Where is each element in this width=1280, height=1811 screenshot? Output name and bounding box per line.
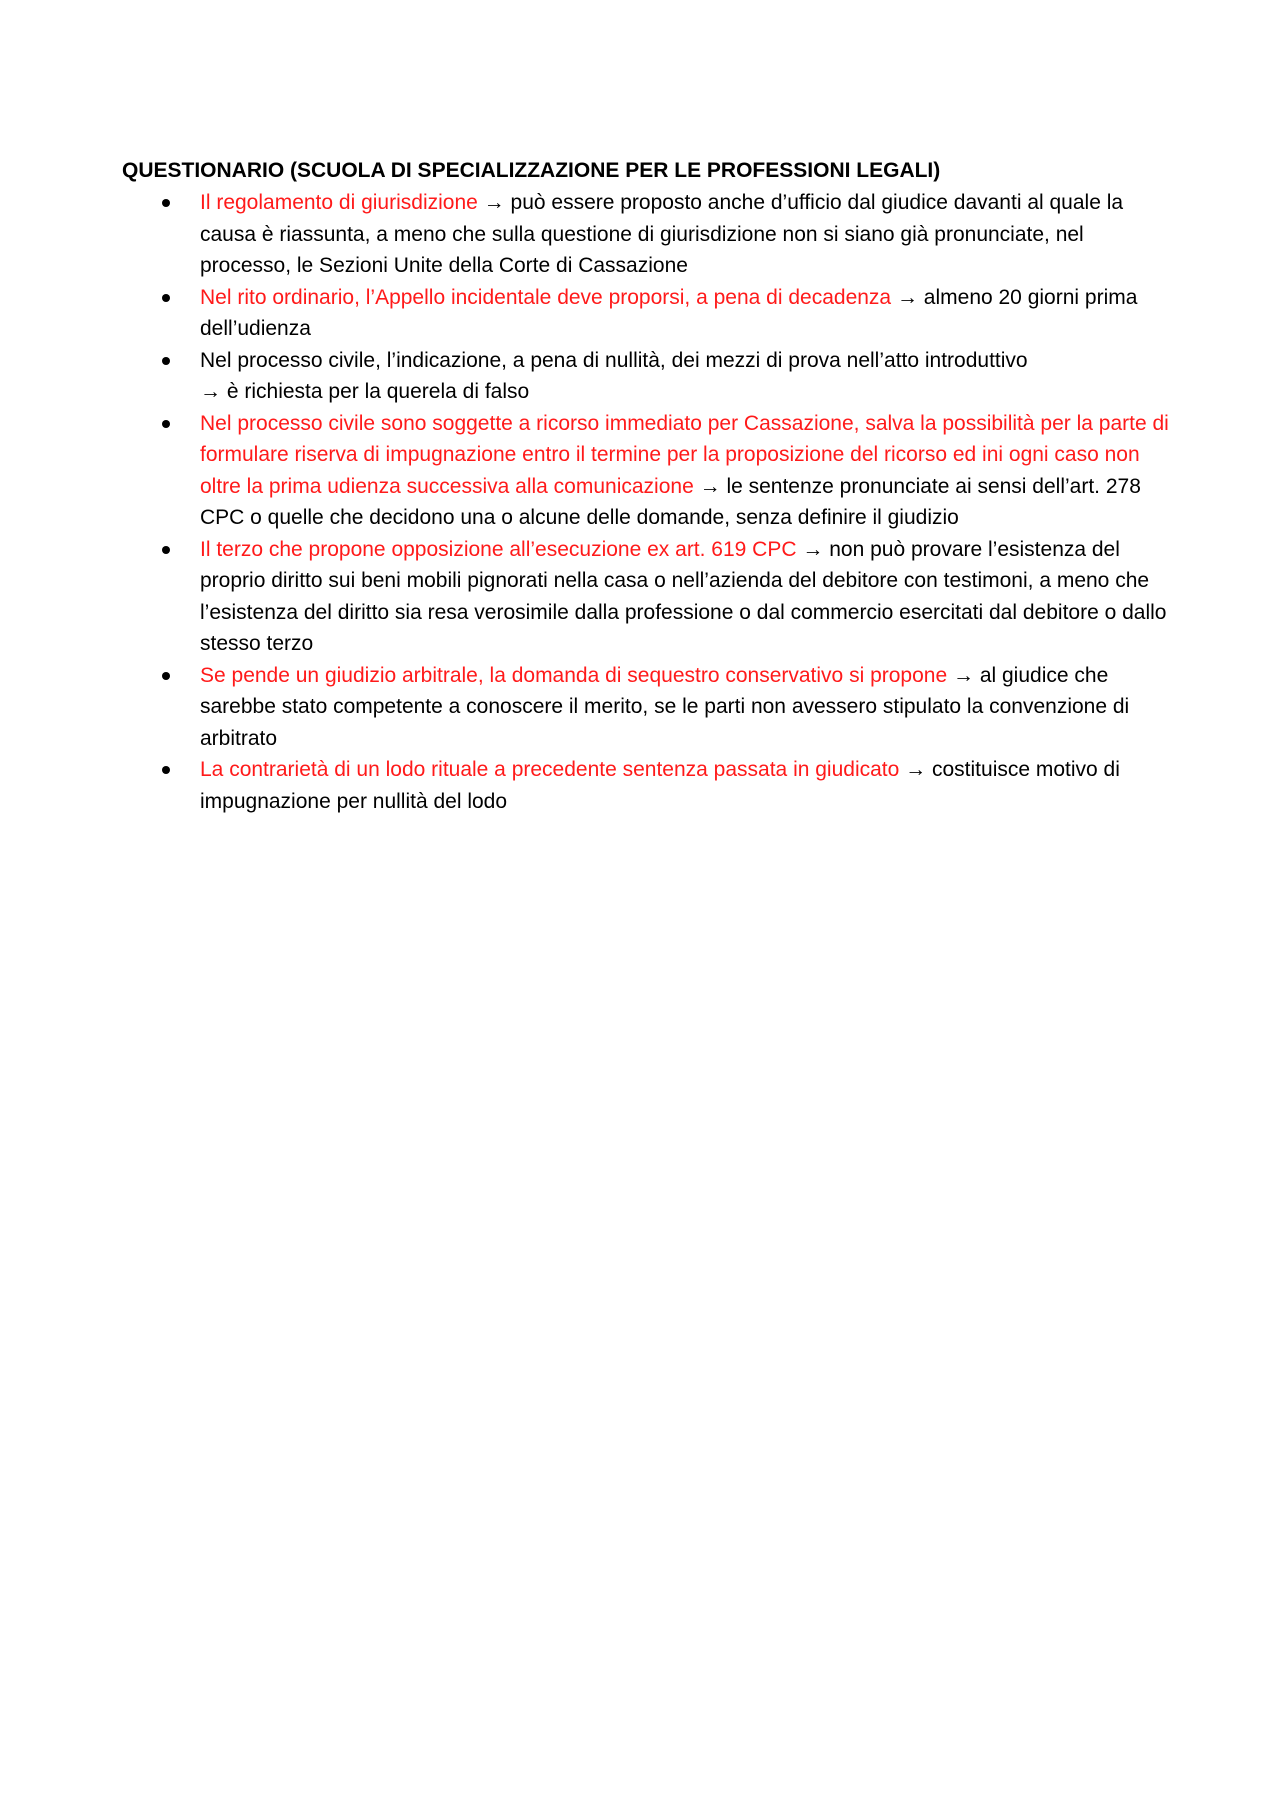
- document-title: QUESTIONARIO (SCUOLA DI SPECIALIZZAZIONE PER LE PROFESSIONI LEGALI): [122, 159, 941, 182]
- answer-text: può essere proposto anche d’ufficio dal giudice davanti al quale la causa è riassunta, a meno che sulla questione di giurisdizione non si siano già pronunciate, nel processo, le Sezioni Unite della Corte di Cassazione: [200, 191, 1124, 277]
- answer-text: non può provare l’esistenza del proprio diritto sui beni mobili pignorati nella casa o nell’azienda del debitore con testimoni, a meno che l’esistenza del diritto sia resa verosimile dalla professione o dal commercio esercitati dal debitore o dallo stesso terzo: [200, 537, 1167, 655]
- question-list: [122, 187, 1172, 817]
- list-item: [122, 754, 1172, 817]
- question-text: Il terzo che propone opposizione all’esecuzione ex art. 619 CPC: [200, 537, 797, 561]
- arrow-icon: →: [802, 537, 824, 561]
- document-page: [122, 155, 1172, 817]
- bullet-icon: [162, 420, 170, 428]
- list-item: [122, 187, 1172, 282]
- question-text: Nel processo civile sono soggette a ricorso immediato per Cassazione, salva la possibilità per la parte di formulare riserva di impugnazione entro il termine per la proposizione del ricorso ed ini ogni caso non oltre la prima udienza successiva alla comunicazione: [200, 411, 1169, 498]
- bullet-icon: [162, 766, 170, 774]
- list-item: [122, 408, 1172, 534]
- list-item: [122, 534, 1172, 660]
- bullet-icon: [162, 357, 170, 365]
- list-item: [122, 282, 1172, 345]
- list-item: [122, 660, 1172, 755]
- bullet-icon: [162, 546, 170, 554]
- bullet-icon: [162, 672, 170, 680]
- answer-text: almeno 20 giorni prima dell’udienza: [200, 285, 1138, 340]
- answer-text: è richiesta per la querela di falso: [226, 380, 530, 403]
- arrow-icon: →: [699, 474, 721, 498]
- arrow-icon: →: [200, 380, 221, 403]
- arrow-icon: →: [952, 663, 974, 687]
- question-text: Se pende un giudizio arbitrale, la domanda di sequestro conservativo si propone: [200, 663, 948, 687]
- bullet-icon: [162, 199, 170, 207]
- question-text: Nel rito ordinario, l’Appello incidentale deve proporsi, a pena di decadenza: [200, 285, 892, 309]
- question-text: Nel processo civile, l’indicazione, a pena di nullità, dei mezzi di prova nell’atto introduttivo: [200, 348, 1028, 372]
- arrow-icon: →: [896, 285, 918, 309]
- question-text: Il regolamento di giurisdizione: [200, 191, 478, 214]
- answer-text: al giudice che sarebbe stato competente a conoscere il merito, se le parti non avessero stipulato la convenzione di arbitrato: [200, 663, 1130, 750]
- arrow-icon: →: [905, 758, 927, 781]
- question-text: La contrarietà di un lodo rituale a precedente sentenza passata in giudicato: [200, 758, 900, 781]
- arrow-icon: →: [483, 191, 505, 214]
- answer-text: le sentenze pronunciate ai sensi dell’art. 278 CPC o quelle che decidono una o alcune delle domande, senza definire il giudizio: [200, 474, 1141, 529]
- answer-text: costituisce motivo di impugnazione per nullità del lodo: [200, 758, 1120, 813]
- bullet-icon: [162, 294, 170, 302]
- list-item: [122, 345, 1172, 408]
